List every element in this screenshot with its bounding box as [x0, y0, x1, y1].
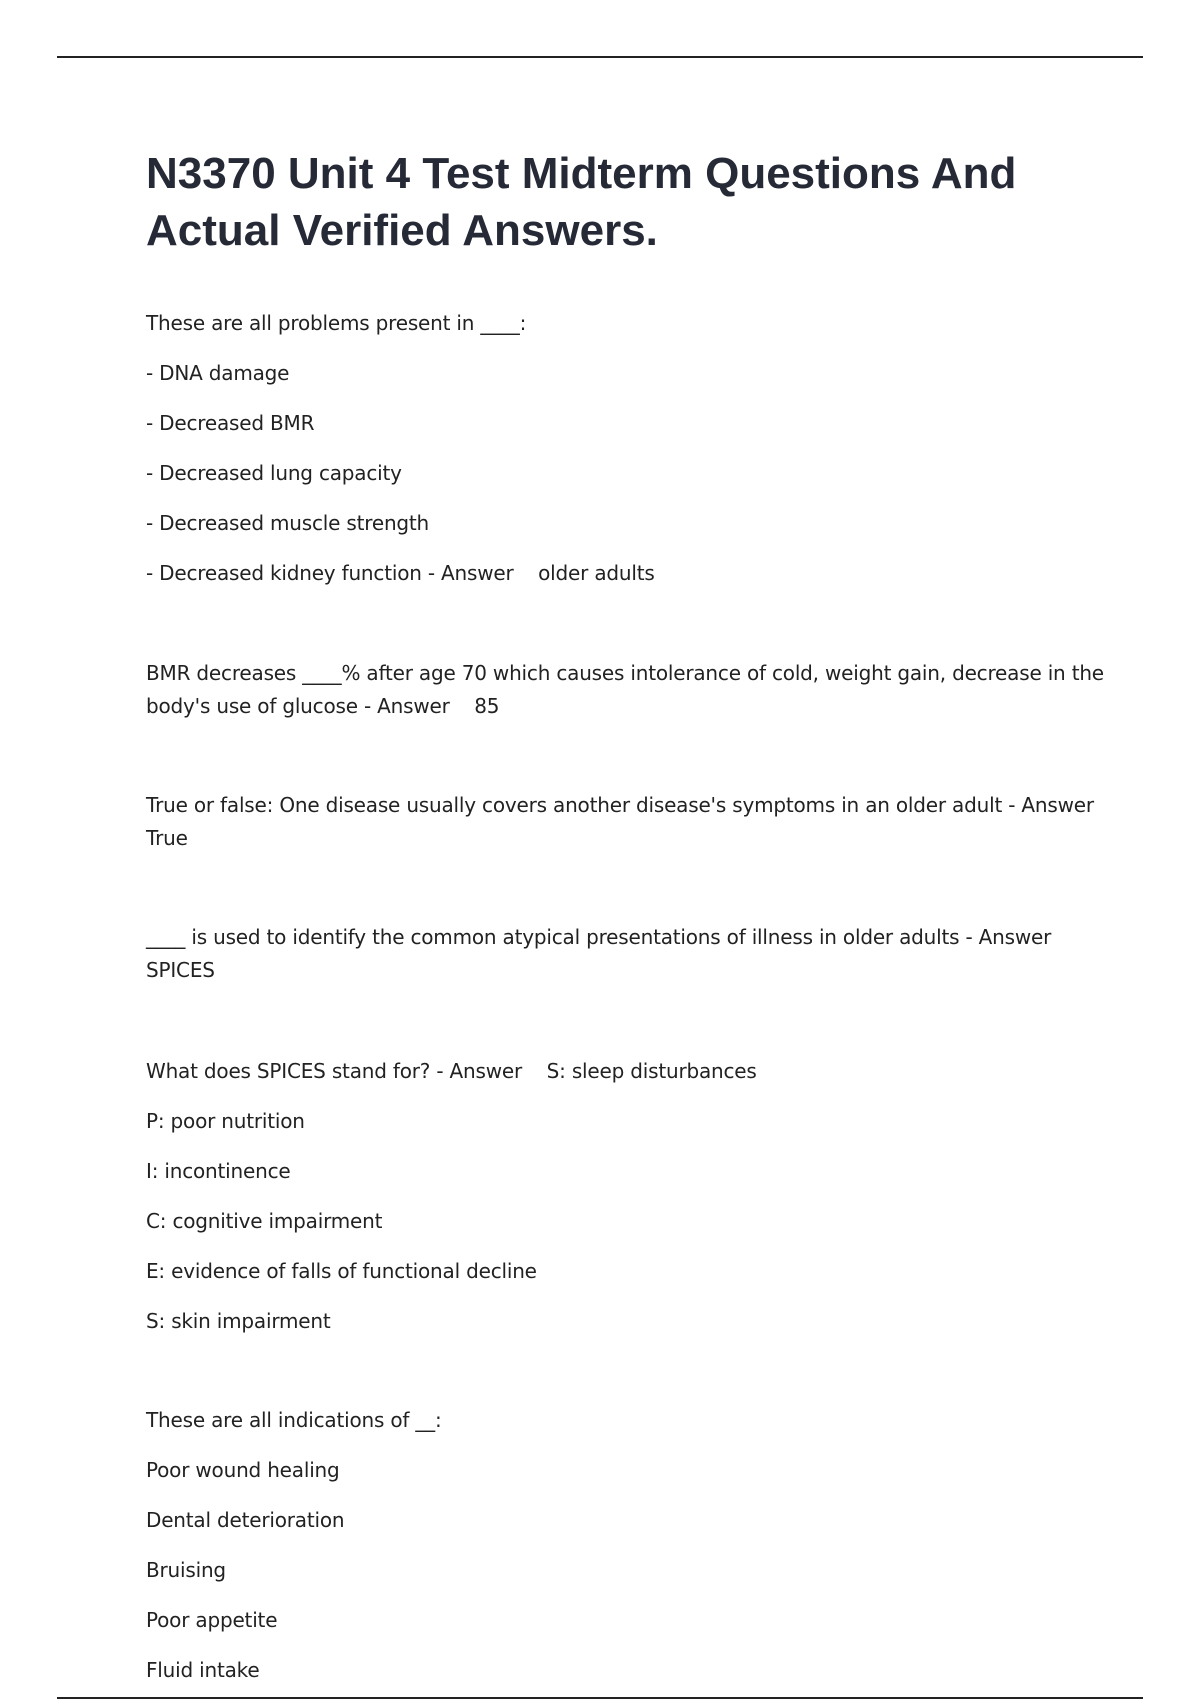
list-item: Bruising: [146, 1558, 226, 1582]
list-item: I: incontinence: [146, 1159, 291, 1183]
question-block: [146, 1055, 1106, 1338]
list-item: P: poor nutrition: [146, 1109, 305, 1133]
list-item: C: cognitive impairment: [146, 1209, 383, 1233]
bottom-rule: [57, 1697, 1143, 1699]
answer-text: 85: [474, 694, 500, 718]
question-block: [146, 789, 1106, 855]
list-item: Poor appetite: [146, 1608, 278, 1632]
question-with-answer: [146, 657, 1106, 723]
document-title: N3370 Unit 4 Test Midterm Questions And Actual Verified Answers.: [146, 149, 1017, 255]
list-item: - DNA damage: [146, 361, 290, 385]
document-body: [146, 145, 1106, 1687]
list-item: Poor wound healing: [146, 1458, 340, 1482]
list-item: S: skin impairment: [146, 1309, 331, 1333]
top-rule: [57, 56, 1143, 58]
question-block: [146, 921, 1106, 987]
answer-text: older adults: [538, 561, 655, 585]
question-block: [146, 307, 1106, 590]
list-item: Fluid intake: [146, 1658, 260, 1682]
question-text: What does SPICES stand for? - Answer: [146, 1059, 522, 1083]
question-prompt: These are all indications of __:: [146, 1408, 442, 1432]
question-block: [146, 657, 1106, 723]
list-item-text: - Decreased kidney function - Answer: [146, 561, 514, 585]
question-prompt: These are all problems present in ____:: [146, 311, 527, 335]
list-item: - Decreased lung capacity: [146, 461, 402, 485]
question-with-answer: True or false: One disease usually covers another disease's symptoms in an older adult - Answer True: [146, 793, 1094, 850]
question-block: [146, 1404, 1106, 1687]
list-item-with-answer: [146, 557, 1106, 590]
question-text: BMR decreases ____% after age 70 which causes intolerance of cold, weight gain, decrease in the body's use of glucose - Answer: [146, 661, 1104, 718]
question-with-answer: [146, 1055, 1106, 1088]
list-item: E: evidence of falls of functional decline: [146, 1259, 537, 1283]
question-with-answer: ____ is used to identify the common atypical presentations of illness in older adults - Answer SPICES: [146, 925, 1052, 982]
answer-text: S: sleep disturbances: [546, 1059, 757, 1083]
list-item: - Decreased muscle strength: [146, 511, 430, 535]
list-item: - Decreased BMR: [146, 411, 315, 435]
list-item: Dental deterioration: [146, 1508, 345, 1532]
